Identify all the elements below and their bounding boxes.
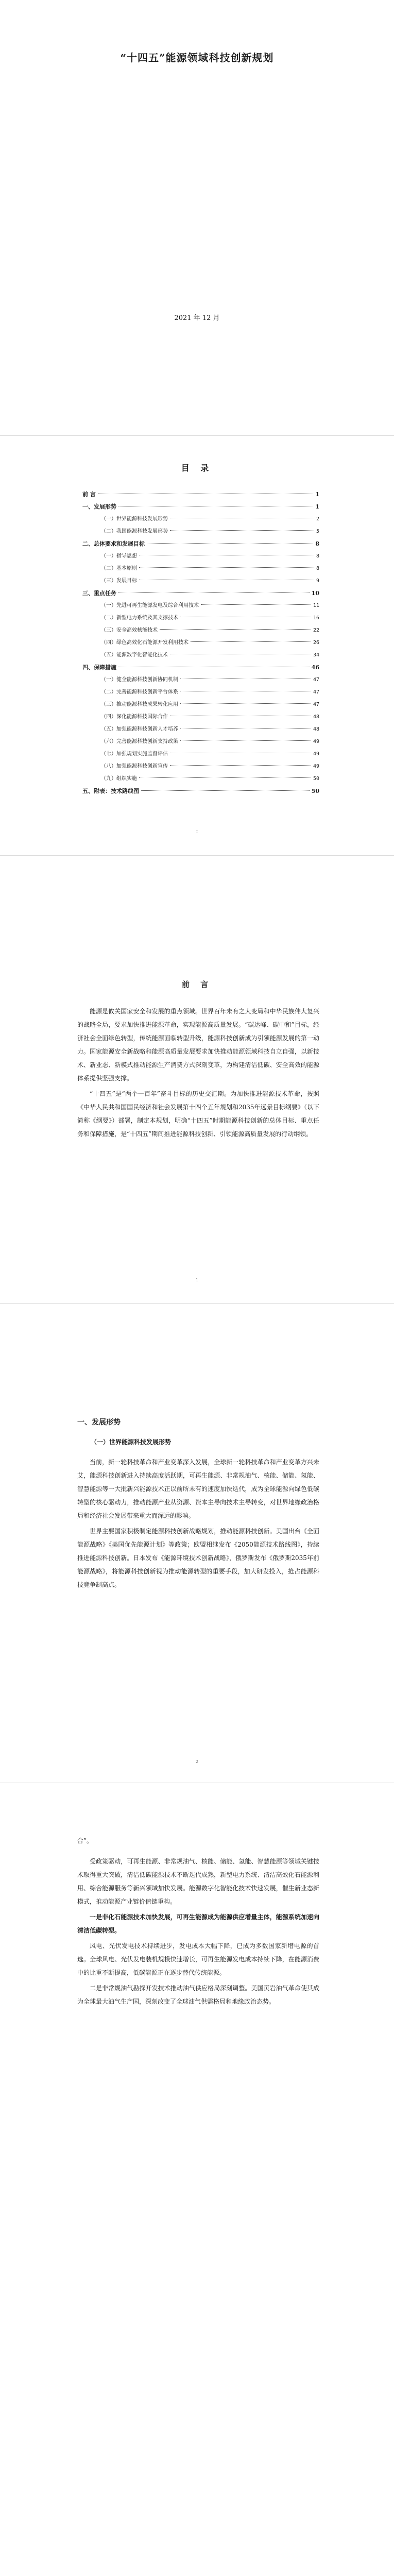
toc-row[interactable] <box>82 575 319 587</box>
toc-page-number: 34 <box>313 652 319 658</box>
toc-heading: 目 录 <box>181 463 213 473</box>
page-separator <box>0 1303 394 1304</box>
toc-label: （一）健全能源科技创新协同机制 <box>101 677 178 683</box>
toc-page-number: 16 <box>313 615 319 621</box>
toc-leader-dots <box>160 629 311 630</box>
toc-page-number: 47 <box>313 689 319 695</box>
toc-page-number: 10 <box>311 590 319 597</box>
document-title: “十四五”能源领域科技创新规划 <box>120 52 274 64</box>
toc-row[interactable] <box>82 736 319 748</box>
toc-label: （三）推动能源科技成果转化应用 <box>101 702 178 707</box>
toc-leader-dots <box>191 641 311 642</box>
preface-paragraph: “十四五”是“两个一百年”奋斗目标的历史交汇期。为加快推进能源技术革命，按照《中华人民共和国国民经济和社会发展第十四个五年规划和2035年远景目标纲要》（以下简称《纲要》）部署，制定本规划，明确“十四五”时期能源科技创新的总体目标、重点任务和保障措施，是“十四五”期间推进能源科技创新、引领能源高质量发展的行动纲领。 <box>77 1090 319 1138</box>
toc-row[interactable] <box>82 488 319 501</box>
toc-page-number: 46 <box>311 664 319 671</box>
document-date: 2021 年 12 月 <box>174 314 220 322</box>
toc-row[interactable] <box>82 649 319 662</box>
toc-label: （九）组织实施 <box>101 776 137 782</box>
toc-label: （二）基本原则 <box>101 566 137 571</box>
toc-label: （一）先进可再生能源发电及综合利用技术 <box>101 603 199 608</box>
toc-page-number: 1 <box>315 503 319 510</box>
toc-page-number: 11 <box>313 603 319 608</box>
toc-label: （二）新型电力系统及其支撑技术 <box>101 615 178 621</box>
section-body <box>77 1455 319 1594</box>
toc-leader-dots <box>170 765 311 766</box>
toc-page-number: 47 <box>313 677 319 683</box>
toc-label: （三）发展目标 <box>101 578 137 584</box>
toc-label: （四）绿色高效化石能源开发利用技术 <box>101 640 189 646</box>
toc-page-number: 49 <box>313 764 319 769</box>
toc-label: （四）深化能源科技国际合作 <box>101 714 168 720</box>
toc-leader-dots <box>139 777 311 778</box>
toc-row[interactable] <box>82 760 319 773</box>
toc-row[interactable] <box>82 600 319 612</box>
toc-row[interactable] <box>82 785 319 798</box>
toc-page-number: 1 <box>315 491 319 498</box>
section-heading: 一、发展形势 <box>77 1418 121 1427</box>
toc-row[interactable] <box>82 563 319 575</box>
toc-page-number: 50 <box>311 788 319 794</box>
toc-row[interactable] <box>82 612 319 624</box>
toc-page-number: 2 <box>316 516 319 522</box>
toc-page-number: 49 <box>313 751 319 757</box>
toc-page-number: 48 <box>313 714 319 720</box>
toc-page-number: 47 <box>313 702 319 707</box>
toc-leader-dots <box>147 543 313 544</box>
page-separator <box>0 855 394 856</box>
page-number: 2 <box>195 1759 199 1764</box>
toc-label: （二）完善能源科技创新平台体系 <box>101 689 178 695</box>
toc-leader-dots <box>141 790 310 791</box>
continued-body-2 <box>77 1855 319 2010</box>
preface-heading: 前 言 <box>181 980 213 989</box>
toc-page-number: 48 <box>313 726 319 732</box>
toc-label: 二、总体要求和发展目标 <box>82 540 145 547</box>
toc-label: 五、附表：技术路线图 <box>82 788 139 794</box>
toc-row[interactable] <box>82 513 319 526</box>
toc-row[interactable] <box>82 662 319 674</box>
toc-row[interactable] <box>82 526 319 538</box>
toc-leader-dots <box>180 740 311 741</box>
toc-row[interactable] <box>82 699 319 711</box>
toc-page-number: 8 <box>316 566 319 571</box>
body-paragraph: 二是非常规油气勘探开发技术推动油气供应格局深刻调整。美国页岩油气革命使其成为全球最大油气生产国，深刻改变了全球油气供需格局和地缘政治态势。 <box>77 1985 319 2005</box>
toc-label: （一）指导思想 <box>101 553 137 559</box>
body-paragraph: 当前，新一轮科技革命和产业变革深入发展，全球新一轮科技革命和产业变革方兴未艾，能源科技创新进入持续高度活跃期，可再生能源、非常规油气、核能、储能、氢能、智慧能源等一大批新兴能源技术正以前所未有的速度加快迭代，成为全球能源向绿色低碳转型的核心驱动力，推动能源产业从资源、资本主导向技术主导转变，对世界地缘政治格局和经济社会发展带来重大而深远的影响。 <box>77 1459 319 1519</box>
toc-row[interactable] <box>82 674 319 686</box>
toc-label: （八）加强能源科技创新宣传 <box>101 764 168 769</box>
toc-page-number: 9 <box>316 578 319 584</box>
bold-lead: 一是非化石能源技术加快发展，可再生能源成为能源供应增量主体，能源系统加速向清洁低碳转型。 <box>77 1913 319 1934</box>
toc-row[interactable] <box>82 637 319 649</box>
toc-label: 三、重点任务 <box>82 590 116 597</box>
preface-body <box>77 1005 319 1143</box>
preface-paragraph: 能源是攸关国家安全和发展的重点领域。世界百年未有之大变局和中华民族伟大复兴的战略全局，要求加快推进能源革命，实现能源高质量发展。“碳达峰、碳中和”目标，经济社会全面绿色转型，传统能源面临转型升级，能源科技创新成为引领能源发展的第一动力。国家能源安全新战略和能源高质量发展要求加快推动能源领域科技自立自强，以新技术、新业态、新模式推动能源生产消费方式深刻变革，为构建清洁低碳、安全高效的能源体系提供坚强支撑。 <box>77 1008 319 1082</box>
toc-row[interactable] <box>82 723 319 736</box>
continued-body <box>77 1834 319 1850</box>
toc-page-number: 49 <box>313 739 319 744</box>
toc-page-number: 50 <box>313 776 319 782</box>
toc-leader-dots <box>170 530 314 531</box>
toc-row[interactable] <box>82 624 319 637</box>
toc-label: 一、发展形势 <box>82 503 116 510</box>
toc-row[interactable] <box>82 686 319 699</box>
table-of-contents <box>82 488 319 798</box>
toc-row[interactable] <box>82 773 319 785</box>
toc-page-number: 5 <box>316 529 319 534</box>
toc-page-number: 26 <box>313 640 319 646</box>
toc-label: （二）我国能源科技发展形势 <box>101 529 168 534</box>
body-paragraph: 合”。 <box>77 1837 93 1844</box>
toc-label: （五）加强能源科技创新人才培养 <box>101 726 178 732</box>
toc-label: （六）完善能源科技创新支持政策 <box>101 739 178 744</box>
toc-label: 四、保障措施 <box>82 664 116 671</box>
toc-row[interactable] <box>82 550 319 563</box>
toc-row[interactable] <box>82 538 319 550</box>
toc-page-number: 8 <box>315 540 319 547</box>
toc-row[interactable] <box>82 501 319 513</box>
toc-leader-dots <box>201 604 311 605</box>
toc-label: （一）世界能源科技发展形势 <box>101 516 168 522</box>
body-paragraph: 受政策驱动，可再生能源、非常规油气、核能、储能、氢能、智慧能源等领域关键技术取得重大突破，清洁低碳能源技术不断迭代成熟，新型电力系统、清洁高效化石能源利用、综合能源服务等新兴领域加快发展。能源数字化智能化技术快速发展，催生新业态新模式，推动能源产业链价值链重构。 <box>77 1858 319 1905</box>
body-paragraph: 风电、光伏发电技术持续进步，发电成本大幅下降，已成为多数国家新增电源的首选。全球风电、光伏发电装机规模快速增长，可再生能源发电成本持续下降，在能源消费中的比重不断提高，低碳能源正在逐步替代传统能源。 <box>77 1942 319 1976</box>
page-number: 1 <box>195 1278 199 1282</box>
page-number: I <box>196 829 198 834</box>
toc-label: 前 言 <box>82 491 96 498</box>
toc-leader-dots <box>139 567 314 568</box>
toc-label: （三）安全高效核能技术 <box>101 628 158 633</box>
toc-leader-dots <box>180 703 311 704</box>
subsection-heading: （一）世界能源科技发展形势 <box>91 1438 172 1446</box>
toc-page-number: 22 <box>313 628 319 633</box>
toc-row[interactable] <box>82 748 319 760</box>
page-separator <box>0 435 394 436</box>
toc-row[interactable] <box>82 587 319 600</box>
body-paragraph: 世界主要国家积极制定能源科技创新战略规划，推动能源科技创新。美国出台《全面能源战略》《美国优先能源计划》等政策；欧盟相继发布《2050能源技术路线图》，持续推进能源科技创新。日本发布《能源环境技术创新战略》，俄罗斯发布《俄罗斯2035年前能源战略》，将能源科技创新视为推动能源转型的重要手段，加大研发投入，抢占能源科技竞争制高点。 <box>77 1528 319 1588</box>
toc-label: （七）加强规划实施监督评估 <box>101 751 168 757</box>
toc-leader-dots <box>118 592 310 593</box>
toc-label: （五）能源数字化智能化技术 <box>101 652 168 658</box>
toc-page-number: 8 <box>316 553 319 559</box>
toc-row[interactable] <box>82 711 319 723</box>
